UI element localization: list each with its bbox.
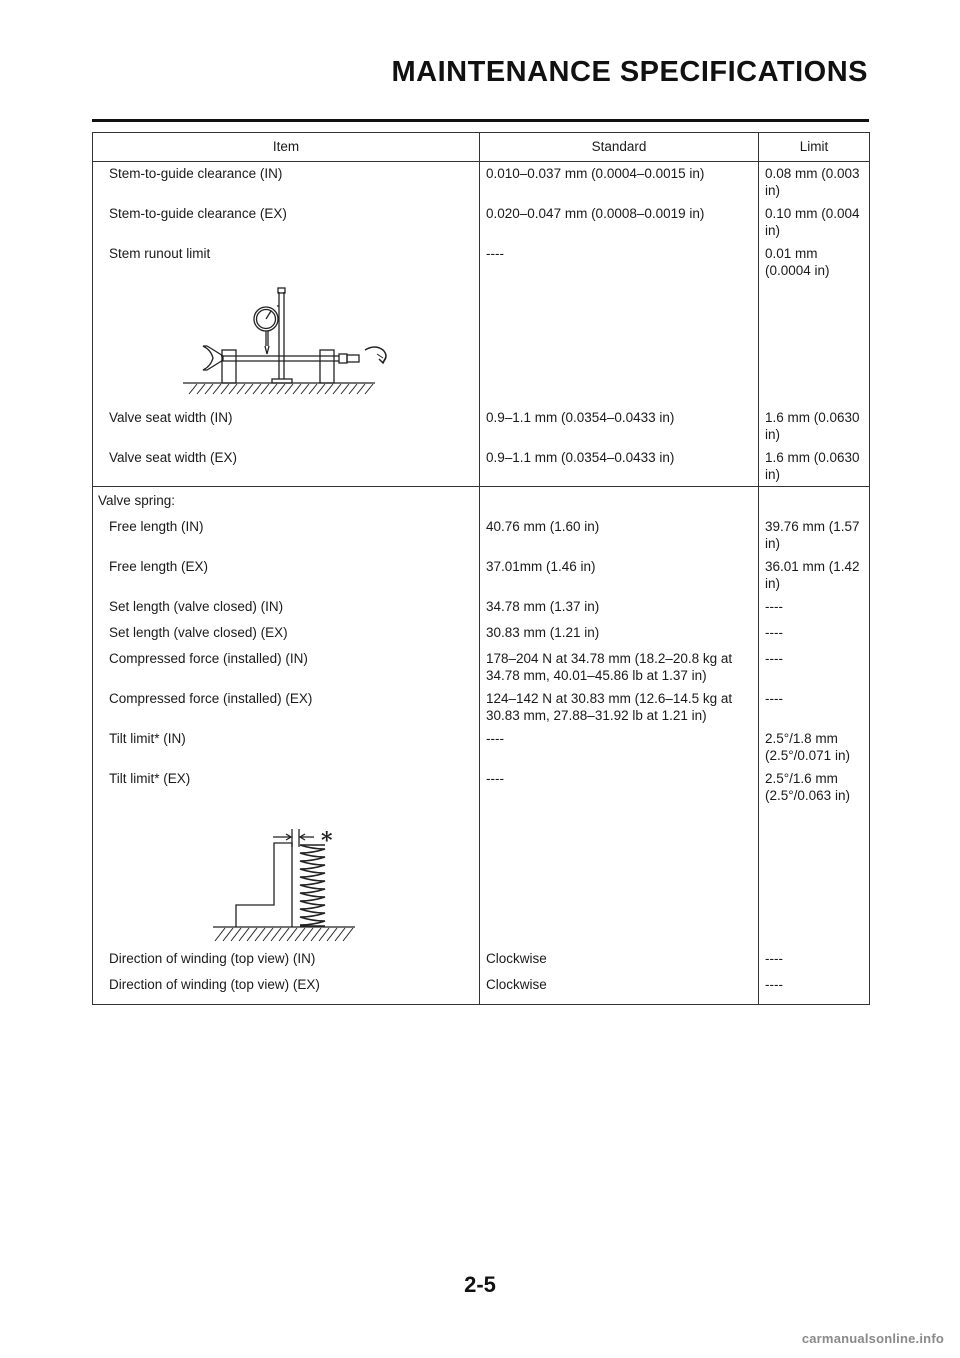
- item-cell: Stem-to-guide clearance (IN): [93, 162, 480, 203]
- group-header-row: [93, 487, 870, 516]
- standard-cell: 37.01mm (1.46 in): [480, 555, 759, 595]
- limit-cell: ----: [759, 973, 870, 1005]
- figure-spacer-cell: [480, 282, 759, 406]
- tilt-mark: *: [321, 828, 333, 854]
- limit-cell: 0.10 mm (0.004 in): [759, 202, 870, 242]
- table-row: [93, 647, 870, 687]
- figure-spacer-cell: [480, 807, 759, 947]
- table-row: [93, 202, 870, 242]
- standard-cell: Clockwise: [480, 973, 759, 1005]
- limit-cell: ----: [759, 947, 870, 973]
- page-title: MAINTENANCE SPECIFICATIONS: [391, 56, 868, 88]
- table-header-row: [93, 133, 870, 162]
- figure-spacer-cell: [759, 807, 870, 947]
- standard-cell: 0.010–0.037 mm (0.0004–0.0015 in): [480, 162, 759, 203]
- item-cell: Set length (valve closed) (EX): [93, 621, 480, 647]
- limit-cell: ----: [759, 621, 870, 647]
- title-rule: [92, 119, 869, 122]
- limit-cell: 0.01 mm (0.0004 in): [759, 242, 870, 282]
- item-cell: Direction of winding (top view) (EX): [93, 973, 480, 1005]
- standard-cell: Clockwise: [480, 947, 759, 973]
- item-cell: Compressed force (installed) (EX): [93, 687, 480, 727]
- limit-cell: 1.6 mm (0.0630 in): [759, 406, 870, 446]
- standard-cell: ----: [480, 767, 759, 807]
- item-cell: Free length (IN): [93, 515, 480, 555]
- standard-cell: 40.76 mm (1.60 in): [480, 515, 759, 555]
- column-header-limit: Limit: [759, 133, 870, 162]
- standard-cell: 124–142 N at 30.83 mm (12.6–14.5 kg at 30.83 mm, 27.88–31.92 lb at 1.21 in): [480, 687, 759, 727]
- standard-cell: 178–204 N at 34.78 mm (18.2–20.8 kg at 34.78 mm, 40.01–45.86 lb at 1.37 in): [480, 647, 759, 687]
- limit-cell: 2.5°/1.8 mm (2.5°/0.071 in): [759, 727, 870, 767]
- table-row: [93, 687, 870, 727]
- spring-tilt-figure: [93, 807, 479, 947]
- limit-cell: ----: [759, 687, 870, 727]
- item-cell: Tilt limit* (IN): [93, 727, 480, 767]
- standard-cell: 30.83 mm (1.21 in): [480, 621, 759, 647]
- table-row: [93, 555, 870, 595]
- table-row: [93, 727, 870, 767]
- table-row: [93, 162, 870, 203]
- tilt-limit-figure-cell: [93, 807, 480, 947]
- page-number: 2-5: [464, 1272, 496, 1297]
- limit-cell: ----: [759, 595, 870, 621]
- table-row: [93, 446, 870, 487]
- limit-cell: 0.08 mm (0.003 in): [759, 162, 870, 203]
- item-cell: Free length (EX): [93, 555, 480, 595]
- item-cell: Valve seat width (EX): [93, 446, 480, 487]
- figure-row: [93, 807, 870, 947]
- standard-cell: [480, 487, 759, 516]
- standard-cell: ----: [480, 727, 759, 767]
- table-row: [93, 242, 870, 282]
- limit-cell: 1.6 mm (0.0630 in): [759, 446, 870, 487]
- table-row: [93, 621, 870, 647]
- table-row: [93, 947, 870, 973]
- column-header-item: Item: [93, 133, 480, 162]
- table-row: [93, 515, 870, 555]
- item-cell: Stem runout limit: [93, 242, 480, 282]
- standard-cell: ----: [480, 242, 759, 282]
- standard-cell: 0.9–1.1 mm (0.0354–0.0433 in): [480, 446, 759, 487]
- limit-cell: [759, 487, 870, 516]
- table-row: [93, 595, 870, 621]
- limit-cell: 36.01 mm (1.42 in): [759, 555, 870, 595]
- item-cell: Valve seat width (IN): [93, 406, 480, 446]
- column-header-standard: Standard: [480, 133, 759, 162]
- limit-cell: 2.5°/1.6 mm (2.5°/0.063 in): [759, 767, 870, 807]
- table-row: [93, 973, 870, 1005]
- watermark: carmanualsonline.info: [801, 1331, 944, 1346]
- standard-cell: 0.020–0.047 mm (0.0008–0.0019 in): [480, 202, 759, 242]
- table-row: [93, 767, 870, 807]
- stem-runout-figure-cell: [93, 282, 480, 406]
- specifications-table: [92, 132, 870, 1005]
- figure-row: [93, 282, 870, 406]
- item-cell: Compressed force (installed) (IN): [93, 647, 480, 687]
- standard-cell: 34.78 mm (1.37 in): [480, 595, 759, 621]
- figure-spacer-cell: [759, 282, 870, 406]
- stem-runout-dial-gauge-figure: [93, 282, 479, 406]
- standard-cell: 0.9–1.1 mm (0.0354–0.0433 in): [480, 406, 759, 446]
- item-cell: Tilt limit* (EX): [93, 767, 480, 807]
- limit-cell: ----: [759, 647, 870, 687]
- table-row: [93, 406, 870, 446]
- item-cell: Direction of winding (top view) (IN): [93, 947, 480, 973]
- item-cell: Set length (valve closed) (IN): [93, 595, 480, 621]
- group-label-valve-spring: Valve spring:: [93, 487, 480, 516]
- limit-cell: 39.76 mm (1.57 in): [759, 515, 870, 555]
- item-cell: Stem-to-guide clearance (EX): [93, 202, 480, 242]
